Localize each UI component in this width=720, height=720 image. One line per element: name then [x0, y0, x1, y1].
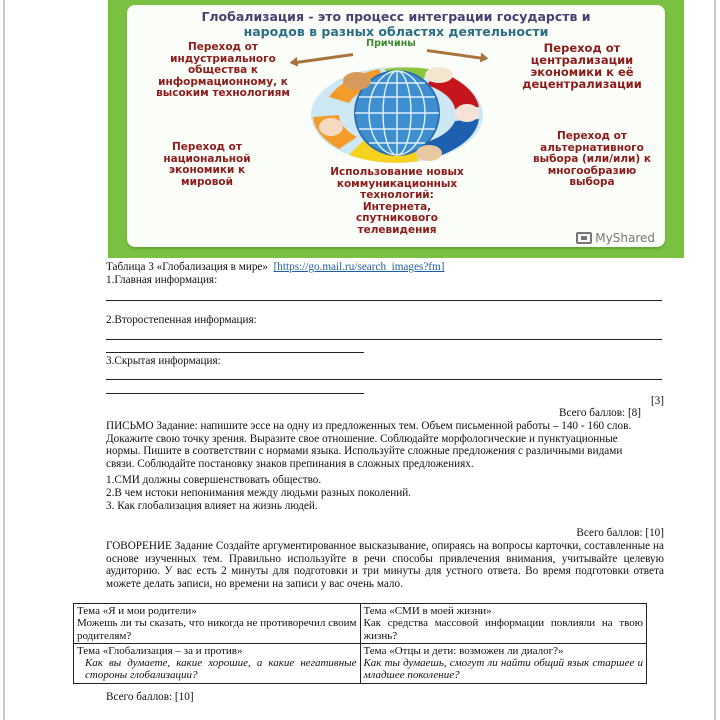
watermark-text: MyShared: [595, 231, 655, 245]
card-media: [360, 604, 647, 644]
card-question: Можешь ли ты сказать, что никогда не противоречил своим родителям?: [77, 617, 357, 642]
answer-line[interactable]: [106, 352, 364, 353]
cause-communication-technologies: Использование новых коммуникационных технологий: Интернета, спутникового телевидения: [330, 166, 464, 236]
table-row: [74, 604, 647, 644]
answer-line[interactable]: [106, 379, 662, 380]
presentation-icon: [576, 232, 592, 244]
question-secondary-info: 2.Второстепенная информация:: [106, 314, 257, 326]
speaking-cards-table: [73, 603, 647, 684]
infographic-title: [127, 9, 665, 39]
infographic-panel: [127, 5, 665, 247]
caption-link[interactable]: [https://go.mail.ru/search_images?fm]: [273, 261, 445, 273]
card-topic: Тема «СМИ в моей жизни»: [363, 605, 492, 617]
speaking-total-score: Всего баллов: [10]: [106, 691, 194, 703]
globe-hands-icon: [309, 57, 485, 165]
figure-caption: [106, 261, 444, 274]
card-question: Как средства массовой информации повлияли на твою жизнь?: [363, 617, 643, 642]
causes-label: Причины: [366, 38, 416, 49]
question-hidden-info: 3.Скрытая информация:: [106, 355, 221, 367]
speaking-task: ГОВОРЕНИЕ Задание Создайте аргументированное высказывание, опираясь на вопросы карточки, составленные на основе изученных тем. Правильно используйте в речи способы привлечения внимания, учитывайте целевую аудиторию. У вас есть 2 минуты для подготовки и три минуты для устного ответа. Во время подготовки ответа можете делать записи, но времени на записи у вас очень мало.: [106, 540, 664, 590]
page-right-edge: [714, 0, 716, 720]
infographic-title-line2: народов в разных областях деятельности: [243, 24, 549, 39]
card-topic: Тема «Глобализация – за и против»: [77, 644, 243, 657]
writing-topic-2: 2.В чем истоки непонимания между людьми разных поколений.: [106, 487, 411, 499]
writing-task: ПИСЬМО Задание: напишите эссе на одну из предложенных тем. Объем письменной работы – 140 - 160 слов. Докажите свою точку зрения. Выразите свое отношение. Соблюдайте морфологические и пунктуационные нормы. Пишите в соответствии с нормами языка. Используйте сложные предложения с различными видами связи. Соблюдайте постановку знаков препинания в сложных предложениях.: [106, 420, 632, 470]
answer-line[interactable]: [106, 393, 364, 394]
page-left-edge: [3, 0, 5, 720]
answer-line[interactable]: [106, 339, 662, 340]
writing-topic-3: 3. Как глобализация влияет на жизнь людей.: [106, 500, 318, 512]
writing-total-score: Всего баллов: [10]: [576, 527, 664, 539]
card-topic: Тема «Отцы и дети: возможен ли диалог?»: [363, 644, 564, 657]
card-globalization: [74, 643, 361, 683]
cause-national-to-world-economy: Переход от национальной экономики к мировой: [163, 141, 251, 188]
cause-diversity-of-choice: Переход от альтернативного выбора (или/или) к многообразию выбора: [533, 130, 651, 188]
cause-decentralization: Переход от централизации экономики к её децентрализации: [522, 41, 642, 91]
card-question: Как вы думаете, какие хорошие, а какие негативные стороны глобализации?: [85, 657, 357, 682]
card-fathers-and-sons: [360, 643, 647, 683]
question-main-info: 1.Главная информация:: [106, 274, 218, 286]
myshared-watermark: [576, 231, 655, 245]
globalization-infographic: [108, 0, 684, 258]
card-topic: Тема «Я и мои родители»: [77, 605, 197, 617]
writing-topic-1: 1.СМИ должны совершенствовать общество.: [106, 474, 322, 486]
card-parents: [74, 604, 361, 644]
table-row: [74, 643, 647, 683]
caption-text: Таблица 3 «Глобализация в мире»: [106, 261, 268, 273]
reading-total-score: Всего баллов: [8]: [559, 407, 641, 419]
answer-line[interactable]: [106, 300, 662, 301]
cause-industrial-to-information: Переход от индустриального общества к информационному, к высоким технологиям: [156, 41, 290, 99]
infographic-title-line1: Глобализация - это процесс интеграции государств и: [201, 9, 591, 24]
reading-score: [3]: [650, 395, 664, 407]
card-question: Как ты думаешь, смогут ли найти общий язык старшее и младшее поколение?: [363, 657, 643, 682]
